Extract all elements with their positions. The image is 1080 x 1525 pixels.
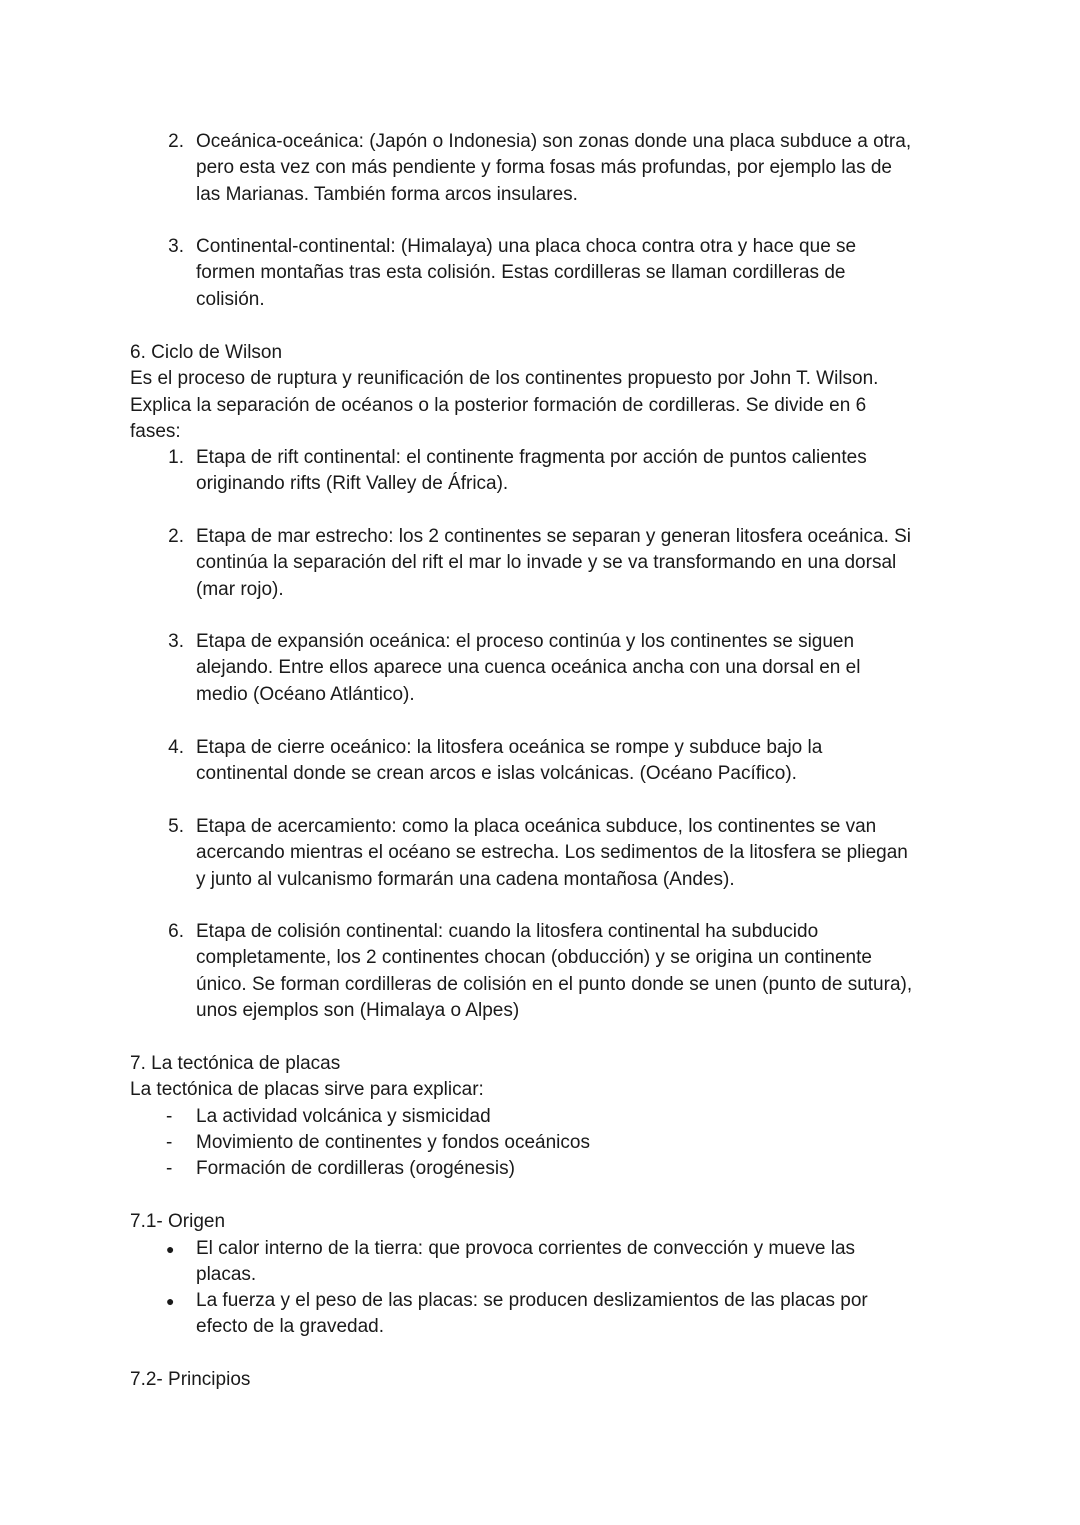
text-line: La tectónica de placas sirve para explicar: [130, 1079, 484, 1101]
dash-marker: - [166, 1158, 173, 1179]
text-line: Etapa de rift continental: el continente fragmenta por acción de puntos calientes [196, 447, 867, 468]
dash-list-item [166, 1156, 996, 1182]
list-item [168, 629, 996, 708]
text-line: efecto de la gravedad. [196, 1316, 385, 1338]
text-line: El calor interno de la tierra: que provoca corrientes de convección y mueve las [196, 1238, 856, 1259]
dash-marker: - [166, 1132, 173, 1153]
text-line: Es el proceso de ruptura y reunificación de los continentes propuesto por John T. Wilson. [130, 368, 879, 390]
text-line: La actividad volcánica y sismicidad [196, 1106, 491, 1127]
text-line: pero esta vez con más pendiente y forma fosas más profundas, por ejemplo las de [196, 157, 892, 179]
text-line: Etapa de mar estrecho: los 2 continentes se separan y generan litosfera oceánica. Si [196, 526, 912, 547]
text-line: Movimiento de continentes y fondos oceánicos [196, 1132, 590, 1153]
section-7 [130, 1051, 960, 1104]
text-line: único. Se forman cordilleras de colisión en el punto donde se unen (punto de sutura), [196, 973, 913, 995]
list-number: 2. [168, 131, 184, 152]
list-item [168, 814, 996, 893]
bullet-list-item [166, 1236, 996, 1289]
text-line: (mar rojo). [196, 578, 284, 600]
text-line: continental donde se crean arcos e islas volcánicas. (Océano Pacífico). [196, 763, 797, 785]
text-line: fases: [130, 420, 181, 442]
bullet-icon: ● [166, 1241, 175, 1257]
section-heading: 7.2- Principios [130, 1369, 251, 1390]
bullet-list-item [166, 1288, 996, 1341]
text-line: unos ejemplos son (Himalaya o Alpes) [196, 999, 520, 1021]
text-line: formen montañas tras esta colisión. Estas cordilleras se llaman cordilleras de [196, 262, 846, 284]
dash-list-item [166, 1130, 996, 1156]
text-line: las Marianas. También forma arcos insulares. [196, 183, 578, 205]
list-number: 2. [168, 526, 184, 547]
dash-list-item [166, 1104, 996, 1130]
text-line: y junto al vulcanismo formarán una cadena montañosa (Andes). [196, 868, 735, 890]
text-line: originando rifts (Rift Valley de África). [196, 473, 509, 495]
list-item [168, 735, 996, 788]
text-line: Oceánica-oceánica: (Japón o Indonesia) son zonas donde una placa subduce a otra, [196, 131, 912, 152]
text-line: Continental-continental: (Himalaya) una placa choca contra otra y hace que se [196, 236, 857, 257]
text-line: Etapa de acercamiento: como la placa oceánica subduce, los continentes se van [196, 816, 877, 837]
list-item [168, 445, 996, 498]
list-number: 6. [168, 921, 184, 942]
text-line: medio (Océano Atlántico). [196, 683, 415, 705]
list-number: 3. [168, 631, 184, 652]
list-item [168, 919, 996, 1024]
text-line: Explica la separación de océanos o la posterior formación de cordilleras. Se divide en 6 [130, 394, 867, 416]
text-line: alejando. Entre ellos aparece una cuenca oceánica ancha con una dorsal en el [196, 657, 861, 679]
text-line: Etapa de cierre oceánico: la litosfera oceánica se rompe y subduce bajo la [196, 737, 823, 758]
text-line: La fuerza y el peso de las placas: se producen deslizamientos de las placas por [196, 1290, 868, 1311]
text-line: Etapa de colisión continental: cuando la litosfera continental ha subducido [196, 921, 819, 942]
text-line: continúa la separación del rift el mar lo invade y se va transformando en una dorsal [196, 552, 897, 574]
list-item [168, 129, 996, 208]
section-7-2 [130, 1367, 960, 1393]
list-number: 4. [168, 737, 184, 758]
section-7-1 [130, 1209, 960, 1235]
section-heading: 7.1- Origen [130, 1211, 226, 1232]
section-6 [130, 340, 960, 445]
text-line: placas. [196, 1264, 257, 1286]
text-line: Formación de cordilleras (orogénesis) [196, 1158, 515, 1179]
list-item [168, 234, 996, 313]
section-heading: 6. Ciclo de Wilson [130, 342, 283, 363]
text-line: colisión. [196, 288, 265, 310]
list-number: 3. [168, 236, 184, 257]
text-line: acercando mientras el océano se estrecha. Los sedimentos de la litosfera se pliegan [196, 842, 908, 864]
dash-marker: - [166, 1106, 173, 1127]
list-item [168, 524, 996, 603]
bullet-icon: ● [166, 1293, 175, 1309]
text-line: Etapa de expansión oceánica: el proceso continúa y los continentes se siguen [196, 631, 855, 652]
list-number: 1. [168, 447, 184, 468]
list-number: 5. [168, 816, 184, 837]
text-line: completamente, los 2 continentes chocan (obducción) y se origina un continente [196, 947, 872, 969]
section-heading: 7. La tectónica de placas [130, 1053, 341, 1074]
